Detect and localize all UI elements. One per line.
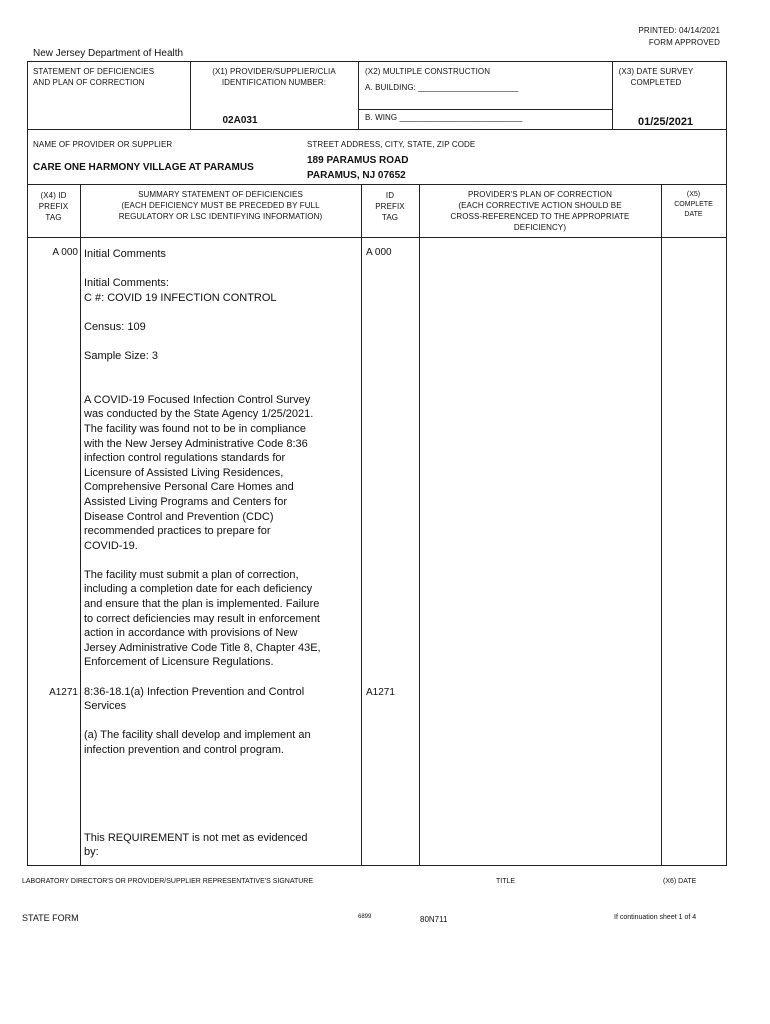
x2-label: (X2) MULTIPLE CONSTRUCTION	[365, 67, 491, 76]
printed-date: PRINTED: 04/14/2021	[638, 26, 720, 35]
provider-name-label: NAME OF PROVIDER OR SUPPLIER	[33, 140, 173, 149]
col-divider-1	[80, 184, 81, 865]
para-plan-requirement: The facility must submit a plan of correction, including a completion date for each deficiency and ensure that the plan is implemented. Failure to correct deficiencies may result in enforcement action in accordance with provisions of New Jersey Administrative Code Title 8, Chapter 43E, Enforcement of Licensure Regulations.	[84, 568, 321, 669]
deficiency-text	[84, 247, 359, 874]
para-requirement-not-met: This REQUIREMENT is not met as evidenced by:	[84, 831, 308, 859]
divider-x2	[358, 61, 359, 129]
provider-box-bottom	[27, 184, 727, 185]
para-initial-comments: Initial Comments: C #: COVID 19 INFECTION CONTROL	[84, 277, 277, 304]
col-divider-2	[361, 184, 362, 865]
para-regulation-text: (a) The facility shall develop and implement an infection prevention and control program.	[84, 729, 311, 756]
col-header-x4: (X4) ID PREFIX TAG	[38, 191, 69, 222]
col-header-plan: PROVIDER'S PLAN OF CORRECTION (EACH CORRECTIVE ACTION SHOULD BE CROSS-REFERENCED TO THE APPROPRIATE DEFICIENCY)	[450, 190, 630, 232]
para-survey-summary: A COVID-19 Focused Infection Control Survey was conducted by the State Agency 1/25/2021. The facility was found not to be in compliance with the New Jersey Administrative Code 8:36 infection control regulations standards for Licensure of Assisted Living Residences, Comprehensive Personal Care Homes and Assisted Living Programs and Centers for Disease Control and Prevention (CDC) recommended practices to prepare for COVID-19.	[84, 393, 314, 552]
frame-right	[726, 61, 727, 866]
title-label: TITLE	[496, 878, 516, 885]
tag-a1271-left: A1271	[49, 687, 78, 698]
para-initial-comments-title: Initial Comments	[84, 248, 166, 260]
address-label: STREET ADDRESS, CITY, STATE, ZIP CODE	[307, 140, 476, 149]
signature-label: LABORATORY DIRECTOR'S OR PROVIDER/SUPPLIER REPRESENTATIVE'S SIGNATURE	[22, 878, 314, 885]
state-form-label: STATE FORM	[22, 913, 79, 923]
continuation-note: If continuation sheet 1 of 4	[614, 914, 697, 921]
address-street: 189 PARAMUS ROAD	[307, 155, 409, 166]
form-status: FORM APPROVED	[648, 38, 720, 47]
col-header-id: ID PREFIX TAG	[375, 191, 405, 222]
x3-value: 01/25/2021	[638, 116, 694, 128]
event-id: 80N711	[420, 915, 448, 924]
column-header-bottom	[27, 237, 727, 238]
top-box-bottom	[27, 129, 727, 130]
para-sample-size: Sample Size: 3	[84, 350, 158, 363]
address-city: PARAMUS, NJ 07652	[307, 170, 406, 181]
divider-building-wing	[358, 109, 612, 110]
x2-building: A. BUILDING: ______________________	[365, 83, 519, 92]
frame-top	[27, 61, 727, 62]
date-label: (X6) DATE	[663, 878, 697, 885]
frame-left	[27, 61, 28, 866]
x2-wing: B. WING ___________________________	[365, 113, 523, 122]
col-divider-3	[419, 184, 420, 865]
form-number: 6899	[358, 914, 372, 920]
department-name: New Jersey Department of Health	[33, 48, 184, 59]
para-regulation-title: 8:36-18.1(a) Infection Prevention and Control Services	[84, 685, 305, 713]
col-header-x5: (X5) COMPLETE DATE	[674, 191, 713, 218]
provider-name: CARE ONE HARMONY VILLAGE AT PARAMUS	[33, 162, 254, 173]
x1-label: (X1) PROVIDER/SUPPLIER/CLIA IDENTIFICATION NUMBER:	[212, 67, 336, 87]
tag-a000-left: A 000	[52, 247, 78, 258]
tag-a1271-right: A1271	[366, 687, 395, 698]
col-header-summary: SUMMARY STATEMENT OF DEFICIENCIES (EACH DEFICIENCY MUST BE PRECEDED BY FULL REGULATORY OR LSC IDENTIFYING INFORMATION)	[118, 190, 323, 221]
x3-label: (X3) DATE SURVEY COMPLETED	[618, 67, 694, 87]
statement-label: STATEMENT OF DEFICIENCIES AND PLAN OF CORRECTION	[33, 67, 155, 87]
col-divider-4	[661, 184, 662, 865]
tag-a000-right: A 000	[366, 247, 392, 258]
x1-value: 02A031	[222, 115, 258, 126]
para-census: Census: 109	[84, 320, 146, 333]
